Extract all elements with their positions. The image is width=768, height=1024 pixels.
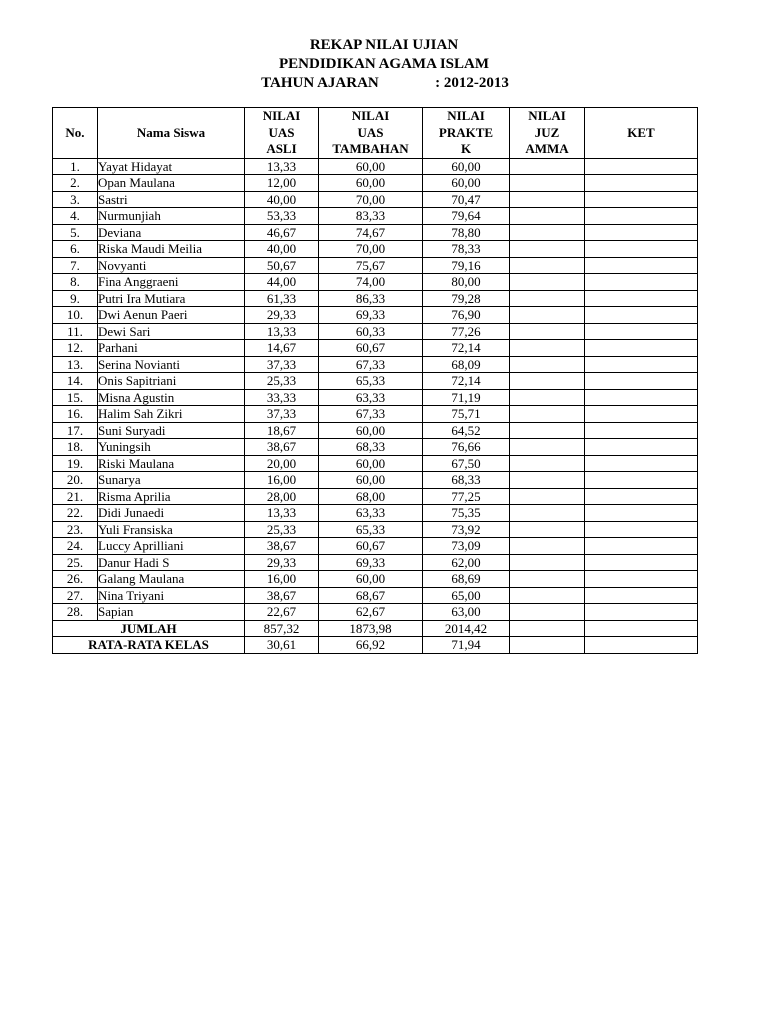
row-praktek: 73,09 bbox=[423, 538, 510, 555]
jumlah-uas-tambahan: 1873,98 bbox=[319, 620, 423, 637]
row-ket bbox=[585, 208, 698, 225]
row-praktek: 75,71 bbox=[423, 406, 510, 423]
row-praktek: 79,28 bbox=[423, 290, 510, 307]
row-uas-tambahan: 63,33 bbox=[319, 505, 423, 522]
table-row bbox=[53, 472, 698, 489]
table-row bbox=[53, 307, 698, 324]
row-uas-asli: 13,33 bbox=[245, 158, 319, 175]
row-uas-asli: 25,33 bbox=[245, 373, 319, 390]
table-row bbox=[53, 257, 698, 274]
row-name: Riski Maulana bbox=[98, 455, 245, 472]
row-no: 14. bbox=[53, 373, 98, 390]
row-uas-asli: 61,33 bbox=[245, 290, 319, 307]
row-no: 13. bbox=[53, 356, 98, 373]
row-ket bbox=[585, 241, 698, 258]
row-uas-asli: 33,33 bbox=[245, 389, 319, 406]
row-no: 19. bbox=[53, 455, 98, 472]
row-ket bbox=[585, 373, 698, 390]
row-no: 26. bbox=[53, 571, 98, 588]
title-line-1: REKAP NILAI UJIAN bbox=[309, 37, 459, 53]
row-ket bbox=[585, 274, 698, 291]
row-praktek: 80,00 bbox=[423, 274, 510, 291]
row-name: Putri Ira Mutiara bbox=[98, 290, 245, 307]
row-name: Parhani bbox=[98, 340, 245, 357]
row-praktek: 79,64 bbox=[423, 208, 510, 225]
row-juz-amma bbox=[510, 488, 585, 505]
rata-rata-uas-tambahan: 66,92 bbox=[319, 637, 423, 654]
row-ket bbox=[585, 340, 698, 357]
row-uas-tambahan: 86,33 bbox=[319, 290, 423, 307]
header-juz-amma: NILAI JUZ AMMA bbox=[510, 108, 585, 159]
row-uas-asli: 16,00 bbox=[245, 571, 319, 588]
row-no: 8. bbox=[53, 274, 98, 291]
row-juz-amma bbox=[510, 274, 585, 291]
row-juz-amma bbox=[510, 587, 585, 604]
row-uas-tambahan: 70,00 bbox=[319, 191, 423, 208]
year-label: TAHUN AJARAN bbox=[261, 75, 379, 91]
row-ket bbox=[585, 439, 698, 456]
row-praktek: 78,33 bbox=[423, 241, 510, 258]
grades-table bbox=[52, 107, 698, 654]
row-no: 7. bbox=[53, 257, 98, 274]
row-uas-asli: 29,33 bbox=[245, 307, 319, 324]
row-praktek: 60,00 bbox=[423, 158, 510, 175]
row-ket bbox=[585, 521, 698, 538]
row-uas-tambahan: 63,33 bbox=[319, 389, 423, 406]
title-line-3 bbox=[0, 74, 768, 93]
row-name: Misna Agustin bbox=[98, 389, 245, 406]
jumlah-label: JUMLAH bbox=[53, 620, 245, 637]
table-row bbox=[53, 587, 698, 604]
row-name: Sastri bbox=[98, 191, 245, 208]
row-praktek: 79,16 bbox=[423, 257, 510, 274]
row-no: 25. bbox=[53, 554, 98, 571]
row-juz-amma bbox=[510, 538, 585, 555]
row-ket bbox=[585, 356, 698, 373]
row-uas-tambahan: 69,33 bbox=[319, 307, 423, 324]
jumlah-uas-asli: 857,32 bbox=[245, 620, 319, 637]
row-praktek: 73,92 bbox=[423, 521, 510, 538]
table-row bbox=[53, 356, 698, 373]
rata-rata-uas-asli: 30,61 bbox=[245, 637, 319, 654]
row-uas-tambahan: 68,33 bbox=[319, 439, 423, 456]
row-praktek: 75,35 bbox=[423, 505, 510, 522]
row-juz-amma bbox=[510, 208, 585, 225]
row-uas-tambahan: 65,33 bbox=[319, 521, 423, 538]
row-ket bbox=[585, 587, 698, 604]
row-name: Opan Maulana bbox=[98, 175, 245, 192]
row-no: 11. bbox=[53, 323, 98, 340]
row-no: 3. bbox=[53, 191, 98, 208]
row-ket bbox=[585, 505, 698, 522]
table-row bbox=[53, 323, 698, 340]
row-no: 5. bbox=[53, 224, 98, 241]
row-uas-asli: 40,00 bbox=[245, 241, 319, 258]
table-row bbox=[53, 241, 698, 258]
row-praktek: 72,14 bbox=[423, 340, 510, 357]
row-uas-tambahan: 69,33 bbox=[319, 554, 423, 571]
row-name: Nurmunjiah bbox=[98, 208, 245, 225]
row-uas-asli: 46,67 bbox=[245, 224, 319, 241]
row-praktek: 71,19 bbox=[423, 389, 510, 406]
row-juz-amma bbox=[510, 307, 585, 324]
row-praktek: 77,26 bbox=[423, 323, 510, 340]
title-line-2: PENDIDIKAN AGAMA ISLAM bbox=[278, 56, 489, 72]
row-name: Danur Hadi S bbox=[98, 554, 245, 571]
row-no: 2. bbox=[53, 175, 98, 192]
table-row bbox=[53, 505, 698, 522]
table-row bbox=[53, 290, 698, 307]
row-ket bbox=[585, 307, 698, 324]
row-praktek: 78,80 bbox=[423, 224, 510, 241]
header-praktek: NILAI PRAKTE K bbox=[423, 108, 510, 159]
row-uas-asli: 28,00 bbox=[245, 488, 319, 505]
row-ket bbox=[585, 389, 698, 406]
row-uas-tambahan: 60,67 bbox=[319, 340, 423, 357]
row-no: 9. bbox=[53, 290, 98, 307]
row-uas-asli: 22,67 bbox=[245, 604, 319, 621]
row-juz-amma bbox=[510, 604, 585, 621]
row-uas-tambahan: 60,67 bbox=[319, 538, 423, 555]
row-uas-asli: 20,00 bbox=[245, 455, 319, 472]
table-row bbox=[53, 340, 698, 357]
row-juz-amma bbox=[510, 455, 585, 472]
row-juz-amma bbox=[510, 571, 585, 588]
row-juz-amma bbox=[510, 290, 585, 307]
header-nama-siswa: Nama Siswa bbox=[98, 108, 245, 159]
row-praktek: 68,69 bbox=[423, 571, 510, 588]
row-juz-amma bbox=[510, 241, 585, 258]
row-no: 18. bbox=[53, 439, 98, 456]
row-uas-asli: 40,00 bbox=[245, 191, 319, 208]
row-ket bbox=[585, 472, 698, 489]
jumlah-juz-amma bbox=[510, 620, 585, 637]
row-ket bbox=[585, 158, 698, 175]
row-ket bbox=[585, 455, 698, 472]
header-ket: KET bbox=[585, 108, 698, 159]
table-row bbox=[53, 208, 698, 225]
row-uas-asli: 50,67 bbox=[245, 257, 319, 274]
row-praktek: 60,00 bbox=[423, 175, 510, 192]
jumlah-praktek: 2014,42 bbox=[423, 620, 510, 637]
row-ket bbox=[585, 406, 698, 423]
row-praktek: 77,25 bbox=[423, 488, 510, 505]
row-uas-asli: 12,00 bbox=[245, 175, 319, 192]
document-title bbox=[0, 36, 768, 93]
row-uas-tambahan: 75,67 bbox=[319, 257, 423, 274]
row-praktek: 76,90 bbox=[423, 307, 510, 324]
row-uas-tambahan: 74,67 bbox=[319, 224, 423, 241]
table-row bbox=[53, 274, 698, 291]
row-uas-tambahan: 67,33 bbox=[319, 406, 423, 423]
table-row bbox=[53, 571, 698, 588]
row-no: 28. bbox=[53, 604, 98, 621]
row-juz-amma bbox=[510, 158, 585, 175]
header-no: No. bbox=[53, 108, 98, 159]
row-juz-amma bbox=[510, 224, 585, 241]
table-row bbox=[53, 455, 698, 472]
row-praktek: 62,00 bbox=[423, 554, 510, 571]
row-juz-amma bbox=[510, 472, 585, 489]
row-name: Riska Maudi Meilia bbox=[98, 241, 245, 258]
row-ket bbox=[585, 571, 698, 588]
row-ket bbox=[585, 554, 698, 571]
row-juz-amma bbox=[510, 356, 585, 373]
row-name: Dewi Sari bbox=[98, 323, 245, 340]
row-name: Dwi Aenun Paeri bbox=[98, 307, 245, 324]
row-ket bbox=[585, 488, 698, 505]
row-praktek: 63,00 bbox=[423, 604, 510, 621]
row-uas-asli: 13,33 bbox=[245, 323, 319, 340]
row-uas-asli: 25,33 bbox=[245, 521, 319, 538]
row-praktek: 65,00 bbox=[423, 587, 510, 604]
row-juz-amma bbox=[510, 521, 585, 538]
row-ket bbox=[585, 224, 698, 241]
row-uas-asli: 18,67 bbox=[245, 422, 319, 439]
row-no: 20. bbox=[53, 472, 98, 489]
row-no: 6. bbox=[53, 241, 98, 258]
row-juz-amma bbox=[510, 422, 585, 439]
row-praktek: 70,47 bbox=[423, 191, 510, 208]
row-no: 22. bbox=[53, 505, 98, 522]
row-ket bbox=[585, 257, 698, 274]
row-uas-asli: 44,00 bbox=[245, 274, 319, 291]
row-no: 10. bbox=[53, 307, 98, 324]
row-name: Fina Anggraeni bbox=[98, 274, 245, 291]
row-praktek: 67,50 bbox=[423, 455, 510, 472]
row-uas-asli: 37,33 bbox=[245, 356, 319, 373]
row-name: Sunarya bbox=[98, 472, 245, 489]
row-juz-amma bbox=[510, 554, 585, 571]
table-row bbox=[53, 538, 698, 555]
row-name: Onis Sapitriani bbox=[98, 373, 245, 390]
row-uas-asli: 16,00 bbox=[245, 472, 319, 489]
row-juz-amma bbox=[510, 175, 585, 192]
row-uas-tambahan: 60,00 bbox=[319, 175, 423, 192]
row-uas-tambahan: 74,00 bbox=[319, 274, 423, 291]
rata-rata-row bbox=[53, 637, 698, 654]
row-name: Galang Maulana bbox=[98, 571, 245, 588]
table-row bbox=[53, 439, 698, 456]
row-ket bbox=[585, 323, 698, 340]
row-ket bbox=[585, 538, 698, 555]
row-name: Novyanti bbox=[98, 257, 245, 274]
table-row bbox=[53, 175, 698, 192]
row-uas-asli: 38,67 bbox=[245, 439, 319, 456]
jumlah-ket bbox=[585, 620, 698, 637]
row-praktek: 64,52 bbox=[423, 422, 510, 439]
row-uas-tambahan: 62,67 bbox=[319, 604, 423, 621]
row-juz-amma bbox=[510, 373, 585, 390]
row-praktek: 76,66 bbox=[423, 439, 510, 456]
row-uas-asli: 38,67 bbox=[245, 587, 319, 604]
year-value: : 2012-2013 bbox=[435, 75, 509, 91]
row-no: 21. bbox=[53, 488, 98, 505]
row-name: Yuli Fransiska bbox=[98, 521, 245, 538]
table-row bbox=[53, 488, 698, 505]
row-uas-tambahan: 60,00 bbox=[319, 422, 423, 439]
row-uas-asli: 14,67 bbox=[245, 340, 319, 357]
header-uas-asli: NILAI UAS ASLI bbox=[245, 108, 319, 159]
rata-rata-praktek: 71,94 bbox=[423, 637, 510, 654]
row-uas-tambahan: 70,00 bbox=[319, 241, 423, 258]
table-row bbox=[53, 554, 698, 571]
row-name: Yuningsih bbox=[98, 439, 245, 456]
row-uas-tambahan: 68,00 bbox=[319, 488, 423, 505]
header-uas-tambahan: NILAI UAS TAMBAHAN bbox=[319, 108, 423, 159]
row-name: Nina Triyani bbox=[98, 587, 245, 604]
row-name: Luccy Aprilliani bbox=[98, 538, 245, 555]
row-uas-tambahan: 60,00 bbox=[319, 571, 423, 588]
rata-rata-label: RATA-RATA KELAS bbox=[53, 637, 245, 654]
row-praktek: 68,09 bbox=[423, 356, 510, 373]
row-juz-amma bbox=[510, 340, 585, 357]
row-no: 1. bbox=[53, 158, 98, 175]
row-uas-tambahan: 83,33 bbox=[319, 208, 423, 225]
row-uas-asli: 38,67 bbox=[245, 538, 319, 555]
row-name: Serina Novianti bbox=[98, 356, 245, 373]
row-juz-amma bbox=[510, 323, 585, 340]
table-row bbox=[53, 389, 698, 406]
row-uas-tambahan: 60,00 bbox=[319, 455, 423, 472]
row-no: 16. bbox=[53, 406, 98, 423]
row-name: Sapian bbox=[98, 604, 245, 621]
row-uas-asli: 37,33 bbox=[245, 406, 319, 423]
row-ket bbox=[585, 191, 698, 208]
row-ket bbox=[585, 290, 698, 307]
table-row bbox=[53, 224, 698, 241]
row-praktek: 68,33 bbox=[423, 472, 510, 489]
row-no: 17. bbox=[53, 422, 98, 439]
row-juz-amma bbox=[510, 191, 585, 208]
row-juz-amma bbox=[510, 257, 585, 274]
row-ket bbox=[585, 604, 698, 621]
row-uas-tambahan: 60,00 bbox=[319, 472, 423, 489]
table-row bbox=[53, 406, 698, 423]
rata-rata-ket bbox=[585, 637, 698, 654]
row-name: Didi Junaedi bbox=[98, 505, 245, 522]
row-juz-amma bbox=[510, 406, 585, 423]
row-no: 4. bbox=[53, 208, 98, 225]
row-uas-asli: 53,33 bbox=[245, 208, 319, 225]
row-uas-tambahan: 65,33 bbox=[319, 373, 423, 390]
row-uas-tambahan: 60,33 bbox=[319, 323, 423, 340]
row-juz-amma bbox=[510, 389, 585, 406]
row-uas-asli: 13,33 bbox=[245, 505, 319, 522]
table-row bbox=[53, 521, 698, 538]
row-name: Halim Sah Zikri bbox=[98, 406, 245, 423]
table-row bbox=[53, 373, 698, 390]
row-ket bbox=[585, 175, 698, 192]
row-praktek: 72,14 bbox=[423, 373, 510, 390]
table-row bbox=[53, 604, 698, 621]
row-uas-tambahan: 68,67 bbox=[319, 587, 423, 604]
row-uas-asli: 29,33 bbox=[245, 554, 319, 571]
row-juz-amma bbox=[510, 439, 585, 456]
row-no: 27. bbox=[53, 587, 98, 604]
row-name: Deviana bbox=[98, 224, 245, 241]
jumlah-row bbox=[53, 620, 698, 637]
row-no: 23. bbox=[53, 521, 98, 538]
row-uas-tambahan: 60,00 bbox=[319, 158, 423, 175]
row-no: 15. bbox=[53, 389, 98, 406]
rata-rata-juz-amma bbox=[510, 637, 585, 654]
row-ket bbox=[585, 422, 698, 439]
row-no: 12. bbox=[53, 340, 98, 357]
row-uas-tambahan: 67,33 bbox=[319, 356, 423, 373]
row-no: 24. bbox=[53, 538, 98, 555]
row-name: Suni Suryadi bbox=[98, 422, 245, 439]
table-row bbox=[53, 158, 698, 175]
table-row bbox=[53, 422, 698, 439]
table-header-row bbox=[53, 108, 698, 159]
row-name: Risma Aprilia bbox=[98, 488, 245, 505]
row-juz-amma bbox=[510, 505, 585, 522]
table-row bbox=[53, 191, 698, 208]
row-name: Yayat Hidayat bbox=[98, 158, 245, 175]
